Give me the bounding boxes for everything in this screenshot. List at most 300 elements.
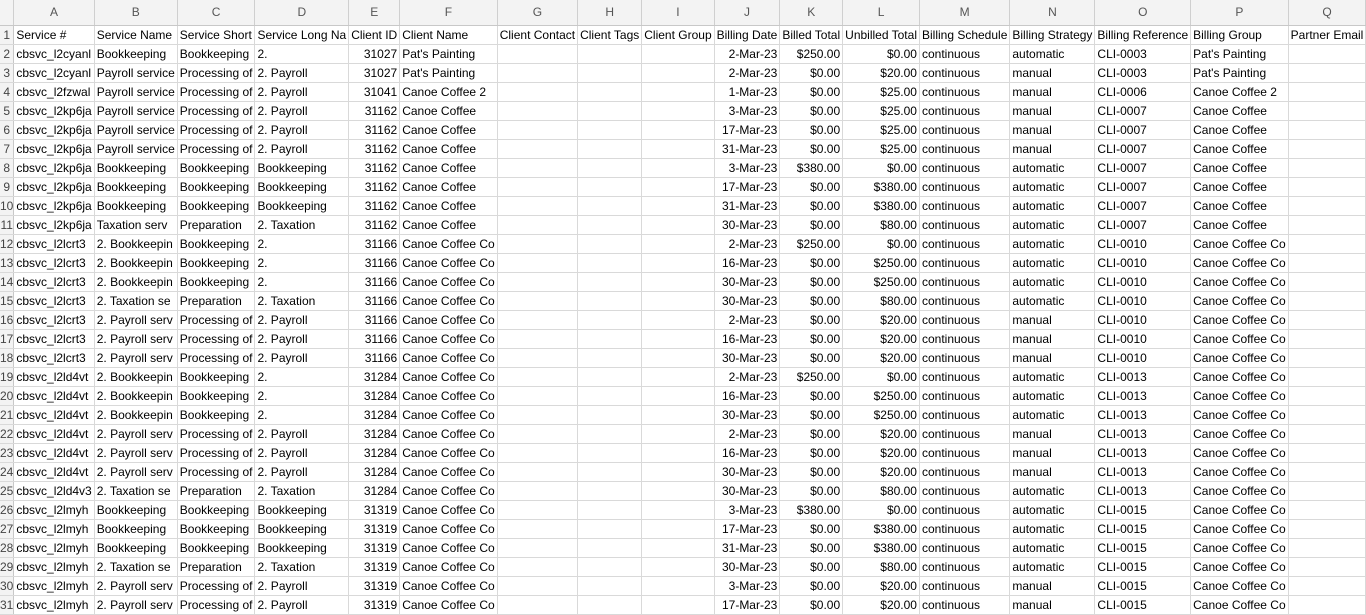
cell-p3[interactable]: Pat's Painting <box>1191 63 1289 82</box>
cell-i16[interactable] <box>642 310 714 329</box>
cell-i26[interactable] <box>642 500 714 519</box>
cell-f3[interactable]: Pat's Painting <box>400 63 498 82</box>
cell-i19[interactable] <box>642 367 714 386</box>
cell-j12[interactable]: 2-Mar-23 <box>714 234 780 253</box>
cell-c14[interactable]: Bookkeeping <box>177 272 255 291</box>
cell-m23[interactable]: continuous <box>919 443 1009 462</box>
row-header[interactable]: 9 <box>0 177 14 196</box>
cell-m19[interactable]: continuous <box>919 367 1009 386</box>
cell-p19[interactable]: Canoe Coffee Co <box>1191 367 1289 386</box>
cell-f12[interactable]: Canoe Coffee Co <box>400 234 498 253</box>
column-header-b[interactable]: B <box>94 0 177 25</box>
cell-n28[interactable]: automatic <box>1010 538 1095 557</box>
cell-j16[interactable]: 2-Mar-23 <box>714 310 780 329</box>
cell-f30[interactable]: Canoe Coffee Co <box>400 576 498 595</box>
cell-g10[interactable] <box>497 196 577 215</box>
cell-g15[interactable] <box>497 291 577 310</box>
cell-b27[interactable]: Bookkeeping <box>94 519 177 538</box>
cell-p21[interactable]: Canoe Coffee Co <box>1191 405 1289 424</box>
cell-p31[interactable]: Canoe Coffee Co <box>1191 595 1289 614</box>
cell-b9[interactable]: Bookkeeping <box>94 177 177 196</box>
cell-k6[interactable]: $0.00 <box>780 120 843 139</box>
cell-i10[interactable] <box>642 196 714 215</box>
cell-e14[interactable]: 31166 <box>349 272 400 291</box>
row-header[interactable]: 25 <box>0 481 14 500</box>
cell-k7[interactable]: $0.00 <box>780 139 843 158</box>
cell-l4[interactable]: $25.00 <box>843 82 920 101</box>
cell-h4[interactable] <box>578 82 642 101</box>
cell-i7[interactable] <box>642 139 714 158</box>
cell-i9[interactable] <box>642 177 714 196</box>
cell-k27[interactable]: $0.00 <box>780 519 843 538</box>
cell-i15[interactable] <box>642 291 714 310</box>
cell-l2[interactable]: $0.00 <box>843 44 920 63</box>
cell-p13[interactable]: Canoe Coffee Co <box>1191 253 1289 272</box>
cell-b17[interactable]: 2. Payroll serv <box>94 329 177 348</box>
cell-n10[interactable]: automatic <box>1010 196 1095 215</box>
cell-d23[interactable]: 2. Payroll <box>255 443 349 462</box>
cell-q22[interactable] <box>1288 424 1366 443</box>
cell-g1[interactable]: Client Contact <box>497 25 577 44</box>
cell-a28[interactable]: cbsvc_l2lmyh <box>14 538 94 557</box>
cell-g20[interactable] <box>497 386 577 405</box>
cell-m10[interactable]: continuous <box>919 196 1009 215</box>
column-header-d[interactable]: D <box>255 0 349 25</box>
cell-m3[interactable]: continuous <box>919 63 1009 82</box>
cell-f22[interactable]: Canoe Coffee Co <box>400 424 498 443</box>
row-header[interactable]: 28 <box>0 538 14 557</box>
cell-q30[interactable] <box>1288 576 1366 595</box>
cell-a21[interactable]: cbsvc_l2ld4vt <box>14 405 94 424</box>
cell-h9[interactable] <box>578 177 642 196</box>
cell-g26[interactable] <box>497 500 577 519</box>
cell-b14[interactable]: 2. Bookkeepin <box>94 272 177 291</box>
cell-g8[interactable] <box>497 158 577 177</box>
cell-e11[interactable]: 31162 <box>349 215 400 234</box>
cell-e1[interactable]: Client ID <box>349 25 400 44</box>
cell-l19[interactable]: $0.00 <box>843 367 920 386</box>
row-header[interactable]: 30 <box>0 576 14 595</box>
cell-a6[interactable]: cbsvc_l2kp6ja <box>14 120 94 139</box>
column-header-p[interactable]: P <box>1191 0 1289 25</box>
cell-o2[interactable]: CLI-0003 <box>1095 44 1191 63</box>
cell-h26[interactable] <box>578 500 642 519</box>
cell-j15[interactable]: 30-Mar-23 <box>714 291 780 310</box>
cell-k4[interactable]: $0.00 <box>780 82 843 101</box>
cell-j8[interactable]: 3-Mar-23 <box>714 158 780 177</box>
cell-g5[interactable] <box>497 101 577 120</box>
cell-q19[interactable] <box>1288 367 1366 386</box>
row-header[interactable]: 5 <box>0 101 14 120</box>
cell-c1[interactable]: Service Short <box>177 25 255 44</box>
cell-q12[interactable] <box>1288 234 1366 253</box>
cell-j19[interactable]: 2-Mar-23 <box>714 367 780 386</box>
column-header-n[interactable]: N <box>1010 0 1095 25</box>
cell-m15[interactable]: continuous <box>919 291 1009 310</box>
cell-m4[interactable]: continuous <box>919 82 1009 101</box>
cell-c20[interactable]: Bookkeeping <box>177 386 255 405</box>
cell-b12[interactable]: 2. Bookkeepin <box>94 234 177 253</box>
cell-m21[interactable]: continuous <box>919 405 1009 424</box>
cell-b26[interactable]: Bookkeeping <box>94 500 177 519</box>
row-header[interactable]: 10 <box>0 196 14 215</box>
cell-d13[interactable]: 2. <box>255 253 349 272</box>
cell-b25[interactable]: 2. Taxation se <box>94 481 177 500</box>
row-header[interactable]: 3 <box>0 63 14 82</box>
cell-j1[interactable]: Billing Date <box>714 25 780 44</box>
row-header[interactable]: 15 <box>0 291 14 310</box>
cell-i4[interactable] <box>642 82 714 101</box>
cell-q28[interactable] <box>1288 538 1366 557</box>
cell-o24[interactable]: CLI-0013 <box>1095 462 1191 481</box>
cell-b21[interactable]: 2. Bookkeepin <box>94 405 177 424</box>
cell-h19[interactable] <box>578 367 642 386</box>
cell-e28[interactable]: 31319 <box>349 538 400 557</box>
cell-h14[interactable] <box>578 272 642 291</box>
cell-l14[interactable]: $250.00 <box>843 272 920 291</box>
cell-d14[interactable]: 2. <box>255 272 349 291</box>
cell-d20[interactable]: 2. <box>255 386 349 405</box>
cell-p26[interactable]: Canoe Coffee Co <box>1191 500 1289 519</box>
cell-d22[interactable]: 2. Payroll <box>255 424 349 443</box>
cell-o16[interactable]: CLI-0010 <box>1095 310 1191 329</box>
cell-p2[interactable]: Pat's Painting <box>1191 44 1289 63</box>
cell-p17[interactable]: Canoe Coffee Co <box>1191 329 1289 348</box>
cell-c25[interactable]: Preparation <box>177 481 255 500</box>
column-header-l[interactable]: L <box>843 0 920 25</box>
cell-f24[interactable]: Canoe Coffee Co <box>400 462 498 481</box>
cell-b18[interactable]: 2. Payroll serv <box>94 348 177 367</box>
cell-l31[interactable]: $20.00 <box>843 595 920 614</box>
cell-a15[interactable]: cbsvc_l2lcrt3 <box>14 291 94 310</box>
cell-f8[interactable]: Canoe Coffee <box>400 158 498 177</box>
cell-l9[interactable]: $380.00 <box>843 177 920 196</box>
cell-b31[interactable]: 2. Payroll serv <box>94 595 177 614</box>
row-header[interactable]: 24 <box>0 462 14 481</box>
cell-a13[interactable]: cbsvc_l2lcrt3 <box>14 253 94 272</box>
column-header-m[interactable]: M <box>919 0 1009 25</box>
cell-a3[interactable]: cbsvc_l2cyanl <box>14 63 94 82</box>
cell-h13[interactable] <box>578 253 642 272</box>
cell-c23[interactable]: Processing of <box>177 443 255 462</box>
cell-d3[interactable]: 2. Payroll <box>255 63 349 82</box>
cell-f5[interactable]: Canoe Coffee <box>400 101 498 120</box>
cell-g25[interactable] <box>497 481 577 500</box>
cell-o17[interactable]: CLI-0010 <box>1095 329 1191 348</box>
cell-g31[interactable] <box>497 595 577 614</box>
cell-o11[interactable]: CLI-0007 <box>1095 215 1191 234</box>
cell-k2[interactable]: $250.00 <box>780 44 843 63</box>
cell-l7[interactable]: $25.00 <box>843 139 920 158</box>
cell-a4[interactable]: cbsvc_l2fzwal <box>14 82 94 101</box>
cell-o31[interactable]: CLI-0015 <box>1095 595 1191 614</box>
cell-g22[interactable] <box>497 424 577 443</box>
cell-j5[interactable]: 3-Mar-23 <box>714 101 780 120</box>
cell-n5[interactable]: manual <box>1010 101 1095 120</box>
cell-o20[interactable]: CLI-0013 <box>1095 386 1191 405</box>
cell-e27[interactable]: 31319 <box>349 519 400 538</box>
cell-k10[interactable]: $0.00 <box>780 196 843 215</box>
cell-i30[interactable] <box>642 576 714 595</box>
cell-p7[interactable]: Canoe Coffee <box>1191 139 1289 158</box>
cell-g11[interactable] <box>497 215 577 234</box>
cell-q2[interactable] <box>1288 44 1366 63</box>
cell-h10[interactable] <box>578 196 642 215</box>
cell-j2[interactable]: 2-Mar-23 <box>714 44 780 63</box>
cell-g12[interactable] <box>497 234 577 253</box>
cell-m9[interactable]: continuous <box>919 177 1009 196</box>
cell-q7[interactable] <box>1288 139 1366 158</box>
cell-o9[interactable]: CLI-0007 <box>1095 177 1191 196</box>
cell-b1[interactable]: Service Name <box>94 25 177 44</box>
cell-h28[interactable] <box>578 538 642 557</box>
cell-f26[interactable]: Canoe Coffee Co <box>400 500 498 519</box>
cell-p1[interactable]: Billing Group <box>1191 25 1289 44</box>
cell-p20[interactable]: Canoe Coffee Co <box>1191 386 1289 405</box>
cell-n20[interactable]: automatic <box>1010 386 1095 405</box>
cell-l22[interactable]: $20.00 <box>843 424 920 443</box>
cell-a20[interactable]: cbsvc_l2ld4vt <box>14 386 94 405</box>
cell-a25[interactable]: cbsvc_l2ld4v3 <box>14 481 94 500</box>
cell-k3[interactable]: $0.00 <box>780 63 843 82</box>
cell-d30[interactable]: 2. Payroll <box>255 576 349 595</box>
cell-i1[interactable]: Client Group <box>642 25 714 44</box>
cell-d28[interactable]: Bookkeeping <box>255 538 349 557</box>
cell-l20[interactable]: $250.00 <box>843 386 920 405</box>
cell-d4[interactable]: 2. Payroll <box>255 82 349 101</box>
cell-o5[interactable]: CLI-0007 <box>1095 101 1191 120</box>
cell-g6[interactable] <box>497 120 577 139</box>
cell-a23[interactable]: cbsvc_l2ld4vt <box>14 443 94 462</box>
cell-n24[interactable]: manual <box>1010 462 1095 481</box>
cell-j20[interactable]: 16-Mar-23 <box>714 386 780 405</box>
cell-d18[interactable]: 2. Payroll <box>255 348 349 367</box>
cell-e6[interactable]: 31162 <box>349 120 400 139</box>
cell-n22[interactable]: manual <box>1010 424 1095 443</box>
cell-k25[interactable]: $0.00 <box>780 481 843 500</box>
column-header-g[interactable]: G <box>497 0 577 25</box>
cell-m25[interactable]: continuous <box>919 481 1009 500</box>
cell-p8[interactable]: Canoe Coffee <box>1191 158 1289 177</box>
cell-m29[interactable]: continuous <box>919 557 1009 576</box>
cell-q21[interactable] <box>1288 405 1366 424</box>
cell-q16[interactable] <box>1288 310 1366 329</box>
cell-h21[interactable] <box>578 405 642 424</box>
cell-p11[interactable]: Canoe Coffee <box>1191 215 1289 234</box>
cell-i6[interactable] <box>642 120 714 139</box>
cell-o27[interactable]: CLI-0015 <box>1095 519 1191 538</box>
cell-b22[interactable]: 2. Payroll serv <box>94 424 177 443</box>
cell-e24[interactable]: 31284 <box>349 462 400 481</box>
cell-b2[interactable]: Bookkeeping <box>94 44 177 63</box>
cell-e31[interactable]: 31319 <box>349 595 400 614</box>
cell-f2[interactable]: Pat's Painting <box>400 44 498 63</box>
cell-i5[interactable] <box>642 101 714 120</box>
cell-m24[interactable]: continuous <box>919 462 1009 481</box>
cell-h31[interactable] <box>578 595 642 614</box>
cell-f31[interactable]: Canoe Coffee Co <box>400 595 498 614</box>
cell-m14[interactable]: continuous <box>919 272 1009 291</box>
cell-q26[interactable] <box>1288 500 1366 519</box>
cell-j25[interactable]: 30-Mar-23 <box>714 481 780 500</box>
cell-c17[interactable]: Processing of <box>177 329 255 348</box>
cell-n12[interactable]: automatic <box>1010 234 1095 253</box>
cell-d2[interactable]: 2. <box>255 44 349 63</box>
cell-p28[interactable]: Canoe Coffee Co <box>1191 538 1289 557</box>
cell-q27[interactable] <box>1288 519 1366 538</box>
cell-i25[interactable] <box>642 481 714 500</box>
cell-g2[interactable] <box>497 44 577 63</box>
row-header[interactable]: 7 <box>0 139 14 158</box>
cell-e30[interactable]: 31319 <box>349 576 400 595</box>
cell-g19[interactable] <box>497 367 577 386</box>
row-header[interactable]: 4 <box>0 82 14 101</box>
cell-e5[interactable]: 31162 <box>349 101 400 120</box>
cell-k20[interactable]: $0.00 <box>780 386 843 405</box>
cell-i8[interactable] <box>642 158 714 177</box>
cell-m11[interactable]: continuous <box>919 215 1009 234</box>
cell-p9[interactable]: Canoe Coffee <box>1191 177 1289 196</box>
cell-a31[interactable]: cbsvc_l2lmyh <box>14 595 94 614</box>
cell-e15[interactable]: 31166 <box>349 291 400 310</box>
cell-m18[interactable]: continuous <box>919 348 1009 367</box>
cell-p16[interactable]: Canoe Coffee Co <box>1191 310 1289 329</box>
cell-p24[interactable]: Canoe Coffee Co <box>1191 462 1289 481</box>
cell-b20[interactable]: 2. Bookkeepin <box>94 386 177 405</box>
cell-m12[interactable]: continuous <box>919 234 1009 253</box>
cell-m1[interactable]: Billing Schedule <box>919 25 1009 44</box>
cell-a14[interactable]: cbsvc_l2lcrt3 <box>14 272 94 291</box>
column-header-c[interactable]: C <box>177 0 255 25</box>
cell-k31[interactable]: $0.00 <box>780 595 843 614</box>
cell-g4[interactable] <box>497 82 577 101</box>
cell-a22[interactable]: cbsvc_l2ld4vt <box>14 424 94 443</box>
cell-c2[interactable]: Bookkeeping <box>177 44 255 63</box>
cell-e22[interactable]: 31284 <box>349 424 400 443</box>
cell-a5[interactable]: cbsvc_l2kp6ja <box>14 101 94 120</box>
cell-o10[interactable]: CLI-0007 <box>1095 196 1191 215</box>
cell-p18[interactable]: Canoe Coffee Co <box>1191 348 1289 367</box>
cell-g28[interactable] <box>497 538 577 557</box>
cell-h15[interactable] <box>578 291 642 310</box>
cell-b8[interactable]: Bookkeeping <box>94 158 177 177</box>
row-header[interactable]: 19 <box>0 367 14 386</box>
cell-l10[interactable]: $380.00 <box>843 196 920 215</box>
cell-o6[interactable]: CLI-0007 <box>1095 120 1191 139</box>
cell-f21[interactable]: Canoe Coffee Co <box>400 405 498 424</box>
row-header[interactable]: 18 <box>0 348 14 367</box>
cell-a1[interactable]: Service # <box>14 25 94 44</box>
cell-n13[interactable]: automatic <box>1010 253 1095 272</box>
cell-d1[interactable]: Service Long Na <box>255 25 349 44</box>
cell-l16[interactable]: $20.00 <box>843 310 920 329</box>
cell-h29[interactable] <box>578 557 642 576</box>
cell-j7[interactable]: 31-Mar-23 <box>714 139 780 158</box>
cell-g24[interactable] <box>497 462 577 481</box>
cell-e19[interactable]: 31284 <box>349 367 400 386</box>
cell-c12[interactable]: Bookkeeping <box>177 234 255 253</box>
cell-h2[interactable] <box>578 44 642 63</box>
cell-l28[interactable]: $380.00 <box>843 538 920 557</box>
cell-e4[interactable]: 31041 <box>349 82 400 101</box>
cell-a2[interactable]: cbsvc_l2cyanl <box>14 44 94 63</box>
cell-o1[interactable]: Billing Reference <box>1095 25 1191 44</box>
cell-p29[interactable]: Canoe Coffee Co <box>1191 557 1289 576</box>
cell-h11[interactable] <box>578 215 642 234</box>
cell-c29[interactable]: Preparation <box>177 557 255 576</box>
row-header[interactable]: 31 <box>0 595 14 614</box>
cell-b13[interactable]: 2. Bookkeepin <box>94 253 177 272</box>
cell-f6[interactable]: Canoe Coffee <box>400 120 498 139</box>
cell-n6[interactable]: manual <box>1010 120 1095 139</box>
cell-i3[interactable] <box>642 63 714 82</box>
cell-q17[interactable] <box>1288 329 1366 348</box>
cell-n16[interactable]: manual <box>1010 310 1095 329</box>
cell-g29[interactable] <box>497 557 577 576</box>
cell-h27[interactable] <box>578 519 642 538</box>
cell-c21[interactable]: Bookkeeping <box>177 405 255 424</box>
cell-l30[interactable]: $20.00 <box>843 576 920 595</box>
cell-h16[interactable] <box>578 310 642 329</box>
column-header-e[interactable]: E <box>349 0 400 25</box>
cell-g16[interactable] <box>497 310 577 329</box>
cell-c15[interactable]: Preparation <box>177 291 255 310</box>
cell-h12[interactable] <box>578 234 642 253</box>
cell-j23[interactable]: 16-Mar-23 <box>714 443 780 462</box>
cell-m26[interactable]: continuous <box>919 500 1009 519</box>
cell-q23[interactable] <box>1288 443 1366 462</box>
cell-i31[interactable] <box>642 595 714 614</box>
row-header[interactable]: 21 <box>0 405 14 424</box>
cell-i2[interactable] <box>642 44 714 63</box>
cell-q18[interactable] <box>1288 348 1366 367</box>
cell-n30[interactable]: manual <box>1010 576 1095 595</box>
cell-k8[interactable]: $380.00 <box>780 158 843 177</box>
cell-k11[interactable]: $0.00 <box>780 215 843 234</box>
cell-d21[interactable]: 2. <box>255 405 349 424</box>
cell-p22[interactable]: Canoe Coffee Co <box>1191 424 1289 443</box>
cell-o28[interactable]: CLI-0015 <box>1095 538 1191 557</box>
cell-d24[interactable]: 2. Payroll <box>255 462 349 481</box>
cell-l15[interactable]: $80.00 <box>843 291 920 310</box>
cell-q4[interactable] <box>1288 82 1366 101</box>
cell-b24[interactable]: 2. Payroll serv <box>94 462 177 481</box>
row-header[interactable]: 1 <box>0 25 14 44</box>
cell-d6[interactable]: 2. Payroll <box>255 120 349 139</box>
cell-m28[interactable]: continuous <box>919 538 1009 557</box>
column-header-a[interactable]: A <box>14 0 94 25</box>
cell-e25[interactable]: 31284 <box>349 481 400 500</box>
cell-m13[interactable]: continuous <box>919 253 1009 272</box>
cell-o14[interactable]: CLI-0010 <box>1095 272 1191 291</box>
cell-l21[interactable]: $250.00 <box>843 405 920 424</box>
cell-l23[interactable]: $20.00 <box>843 443 920 462</box>
cell-b19[interactable]: 2. Bookkeepin <box>94 367 177 386</box>
cell-b4[interactable]: Payroll service <box>94 82 177 101</box>
cell-f20[interactable]: Canoe Coffee Co <box>400 386 498 405</box>
cell-a18[interactable]: cbsvc_l2lcrt3 <box>14 348 94 367</box>
cell-a26[interactable]: cbsvc_l2lmyh <box>14 500 94 519</box>
cell-n14[interactable]: automatic <box>1010 272 1095 291</box>
cell-b29[interactable]: 2. Taxation se <box>94 557 177 576</box>
row-header[interactable]: 11 <box>0 215 14 234</box>
cell-n27[interactable]: automatic <box>1010 519 1095 538</box>
cell-i21[interactable] <box>642 405 714 424</box>
cell-d16[interactable]: 2. Payroll <box>255 310 349 329</box>
cell-i29[interactable] <box>642 557 714 576</box>
cell-e21[interactable]: 31284 <box>349 405 400 424</box>
cell-g21[interactable] <box>497 405 577 424</box>
